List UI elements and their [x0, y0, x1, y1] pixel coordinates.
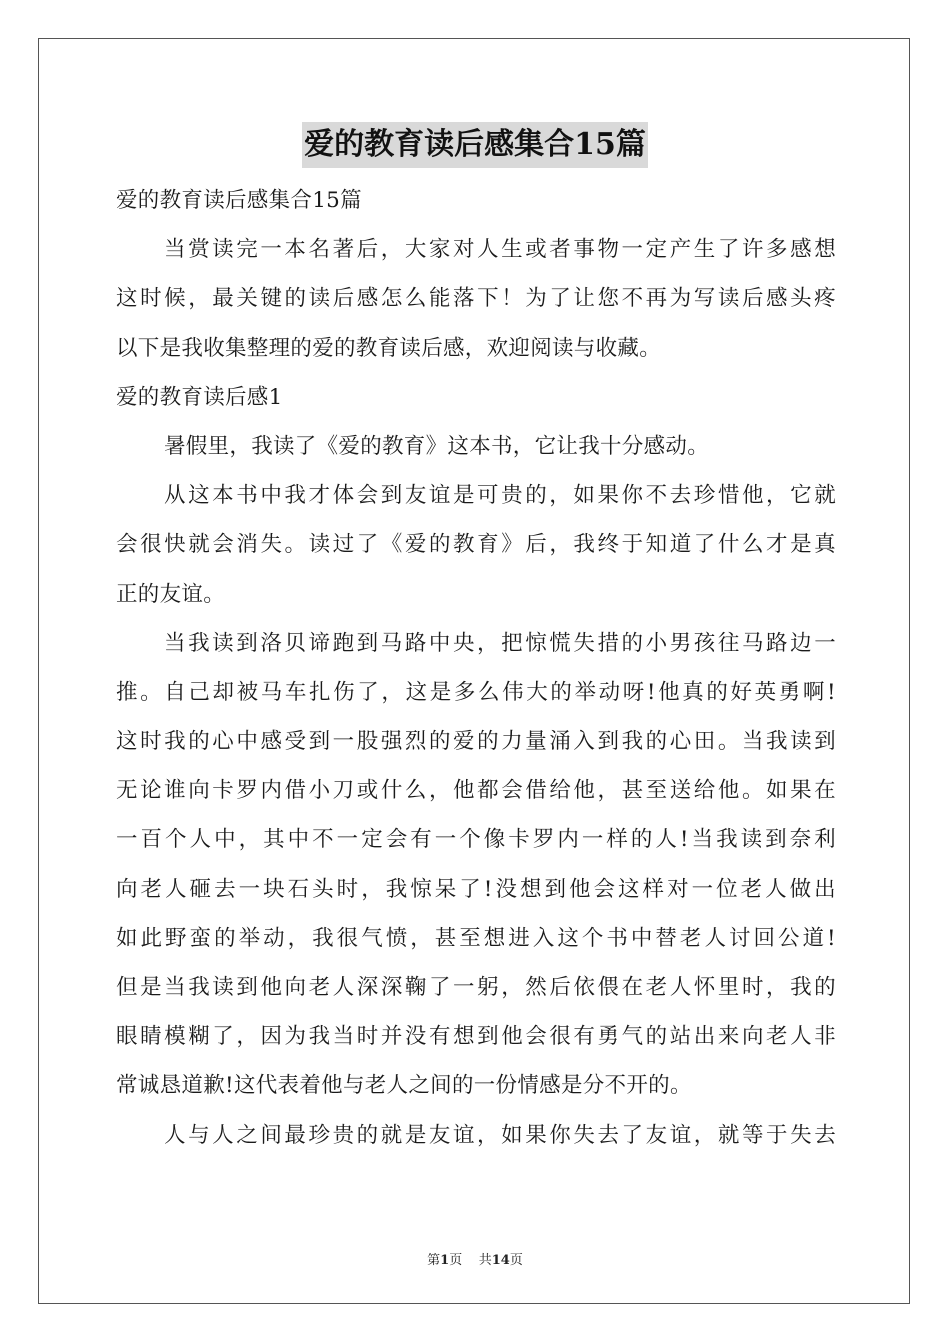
body-line: 会很快就会消失。读过了《爱的教育》后，我终于知道了什么才是真: [116, 532, 836, 558]
body-line: 向老人砸去一块石头时，我惊呆了!没想到他会这样对一位老人做出: [116, 876, 836, 902]
body-line: 以下是我收集整理的爱的教育读后感，欢迎阅读与收藏。: [116, 335, 662, 361]
body-line: 推。自己却被马车扎伤了，这是多么伟大的举动呀!他真的好英勇啊!: [116, 679, 836, 705]
body-line: 无论谁向卡罗内借小刀或什么，他都会借给他，甚至送给他。如果在: [116, 778, 836, 804]
body-line: 从这本书中我才体会到友谊是可贵的，如果你不去珍惜他，它就: [164, 483, 836, 509]
body-line: 常诚恳道歉!这代表着他与老人之间的一份情感是分不开的。: [116, 1073, 692, 1099]
body-line: 但是当我读到他向老人深深鞠了一躬，然后依偎在老人怀里时，我的: [116, 975, 836, 1000]
body-line: 这时候，最关键的读后感怎么能落下！为了让您不再为写读后感头疼: [116, 286, 836, 312]
title-container: [0, 122, 950, 168]
body-line: 一百个人中，其中不一定会有一个像卡罗内一样的人!当我读到奈利: [116, 827, 836, 853]
document-title: 爱的教育读后感集合15篇: [302, 122, 648, 168]
page-footer: [0, 1249, 950, 1268]
body-line: 正的友谊。: [116, 581, 226, 607]
body-line: 当我读到洛贝谛跑到马路中央，把惊慌失措的小男孩往马路边一: [164, 630, 836, 656]
body-line: 眼睛模糊了，因为我当时并没有想到他会很有勇气的站出来向老人非: [116, 1024, 836, 1050]
total-prefix: 共: [478, 1253, 492, 1268]
total-pages: 14: [491, 1253, 510, 1268]
page-prefix: 第: [427, 1253, 441, 1268]
section-heading: 爱的教育读后感1: [116, 384, 283, 410]
body-line: 暑假里，我读了《爱的教育》这本书，它让我十分感动。: [164, 433, 710, 459]
page-suffix: 页: [449, 1253, 463, 1268]
body-line: 人与人之间最珍贵的就是友谊，如果你失去了友谊，就等于失去: [164, 1122, 836, 1148]
body-line: 如此野蛮的举动，我很气愤，甚至想进入这个书中替老人讨回公道!: [116, 925, 836, 951]
document-body: [116, 176, 836, 1160]
page-number: 1: [440, 1253, 450, 1268]
body-line: 当赏读完一本名著后，大家对人生或者事物一定产生了许多感想: [164, 237, 836, 263]
body-line: 爱的教育读后感集合15篇: [116, 188, 362, 213]
total-suffix: 页: [509, 1253, 523, 1268]
body-line: 这时我的心中感受到一股强烈的爱的力量涌入到我的心田。当我读到: [116, 729, 836, 755]
